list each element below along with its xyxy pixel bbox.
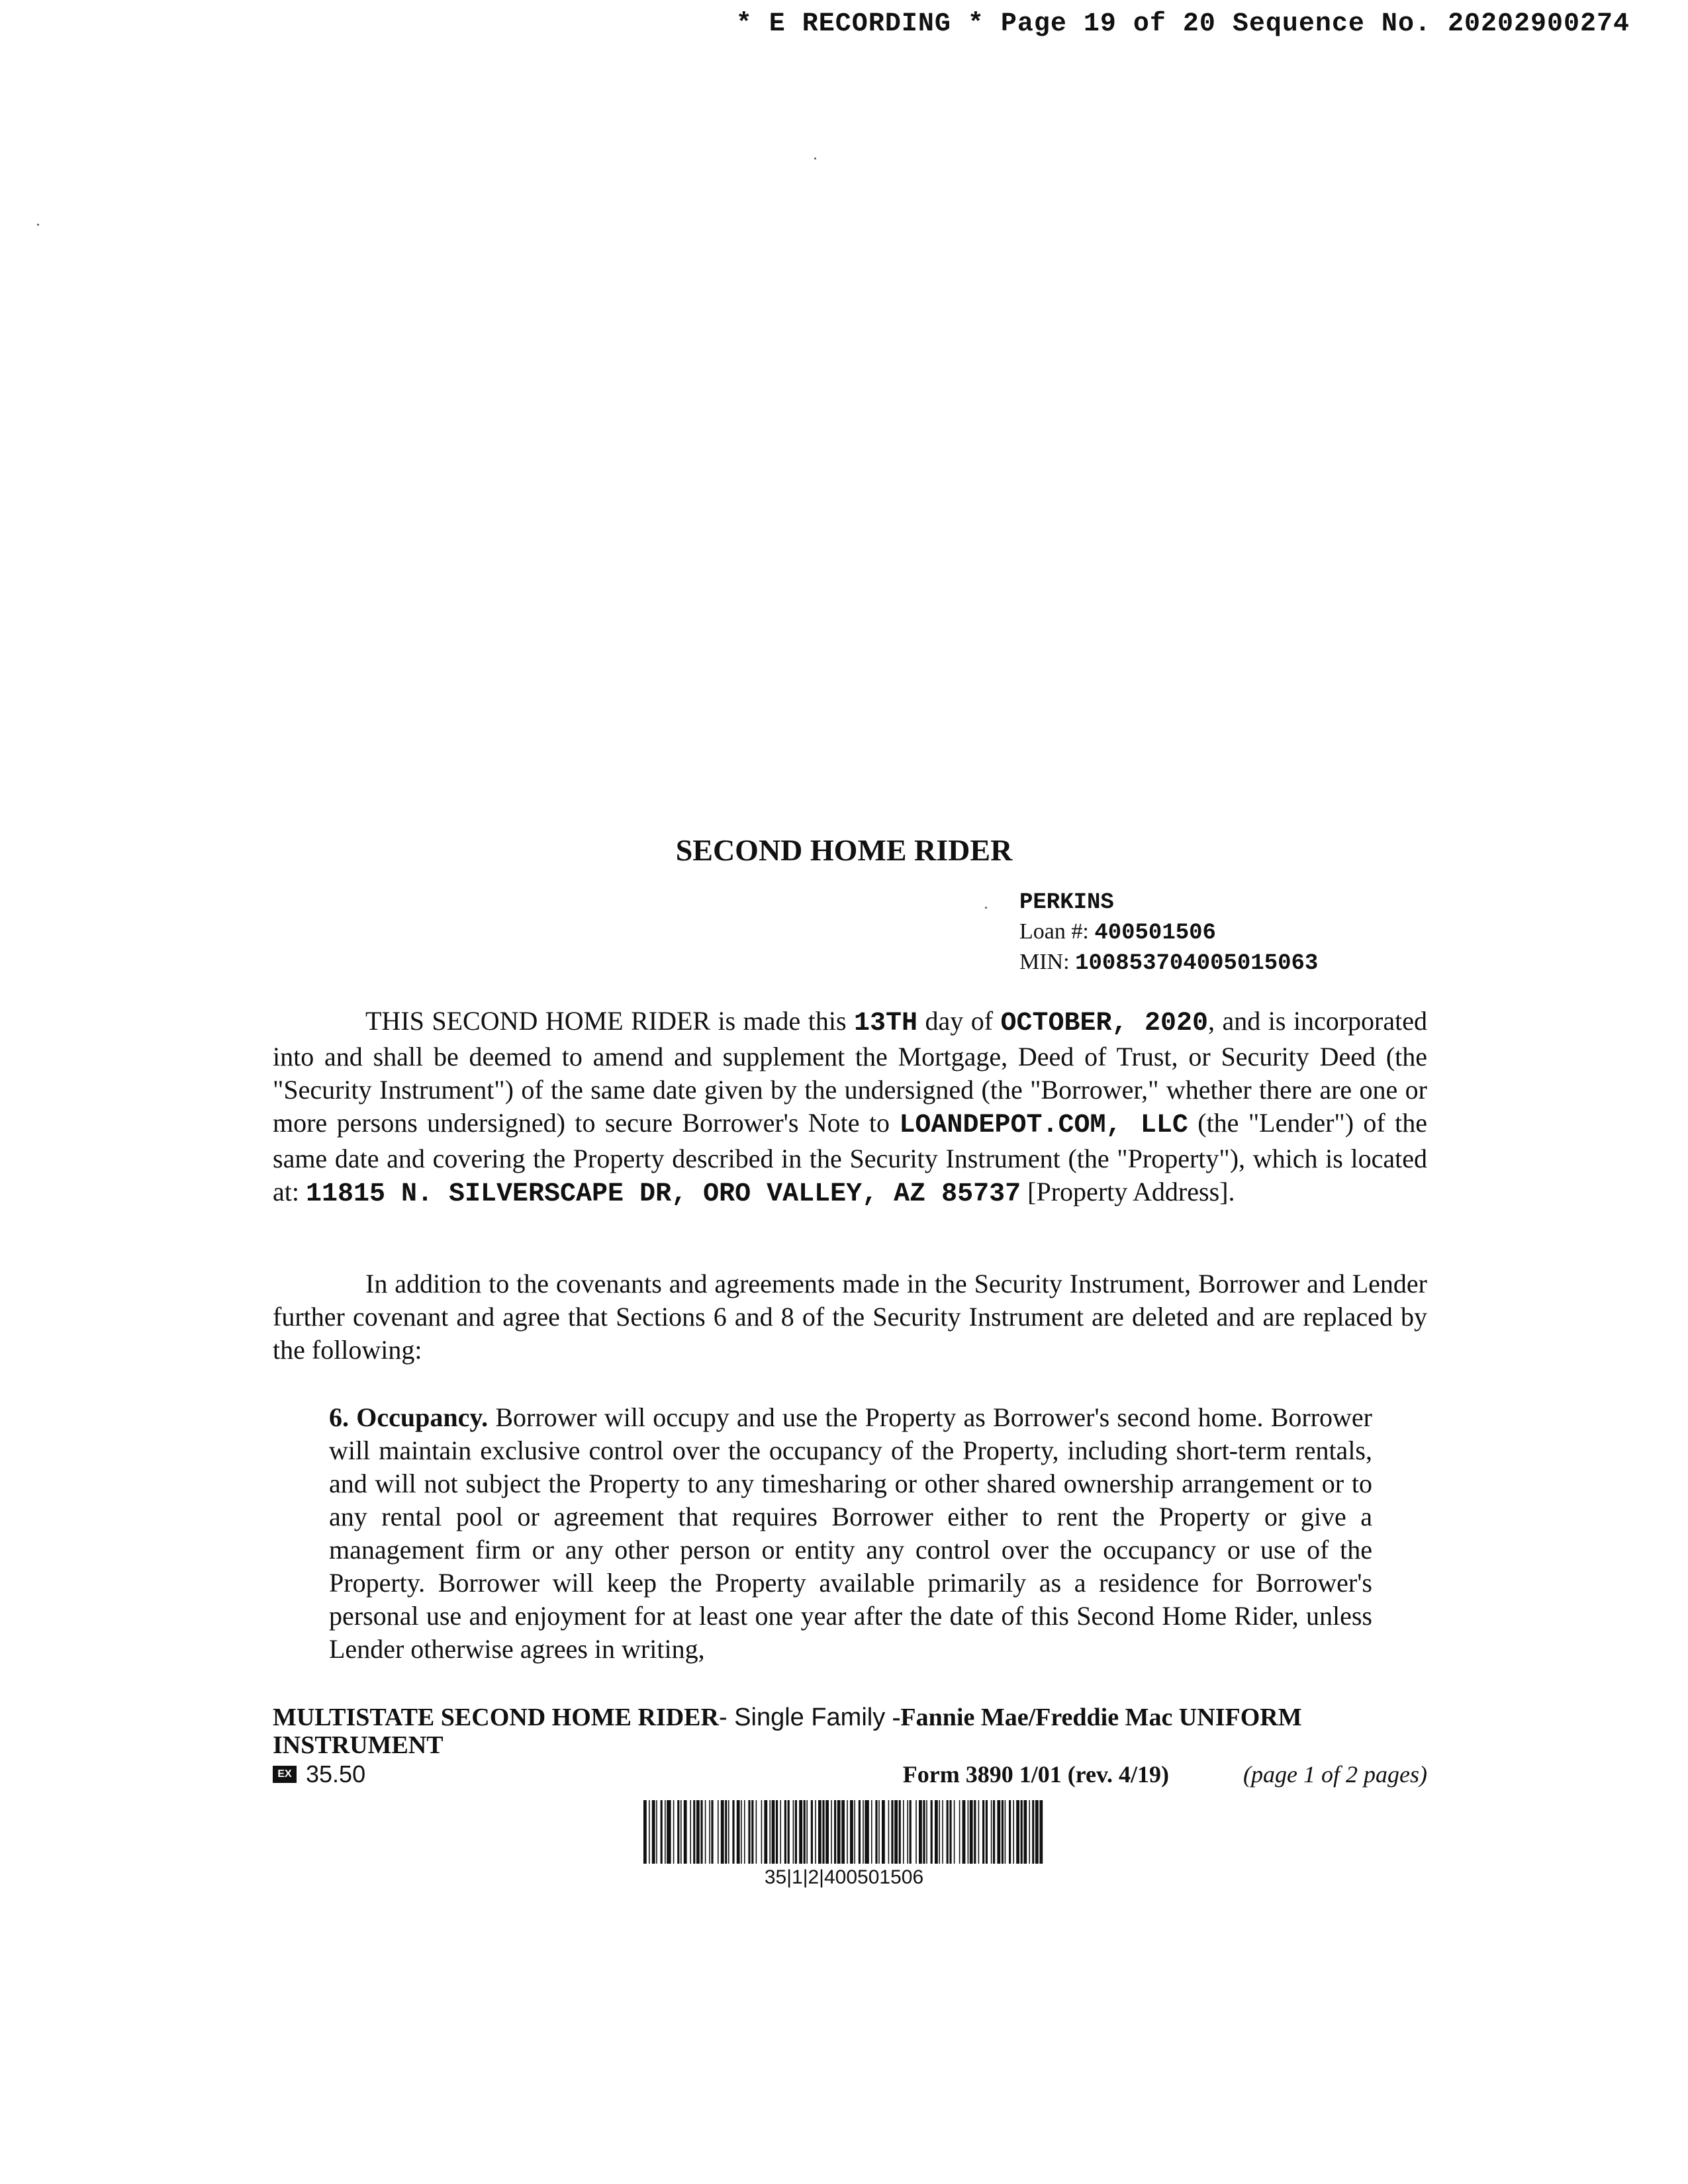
barcode-bar (756, 1800, 757, 1864)
barcode-bar (665, 1800, 666, 1864)
footer-form-code (273, 1760, 365, 1788)
rider-month-year: OCTOBER, 2020 (1000, 1009, 1209, 1038)
barcode-bar (764, 1800, 767, 1864)
barcode-bar (1023, 1800, 1027, 1864)
barcode-bar (968, 1800, 969, 1864)
barcode-bar (684, 1800, 687, 1864)
barcode-bar (1032, 1800, 1034, 1864)
lender-name: LOANDEPOT.COM, LLC (899, 1111, 1188, 1140)
barcode-bar (1009, 1800, 1011, 1864)
barcode-bar (1039, 1800, 1043, 1864)
barcode-bar (690, 1800, 691, 1864)
barcode-bar (991, 1800, 992, 1864)
section-6-title: 6. Occupancy. (329, 1402, 489, 1432)
barcode-bar (776, 1800, 778, 1864)
barcode-number: 35|1|2|400501506 (764, 1866, 924, 1888)
barcode-bar (788, 1800, 790, 1864)
borrower-name: PERKINS (1019, 890, 1114, 915)
barcode-bar (841, 1800, 845, 1864)
barcode-bar (859, 1800, 861, 1864)
barcode-bar (865, 1800, 868, 1864)
barcode-bar (959, 1800, 961, 1864)
barcode-image (643, 1800, 1045, 1864)
scan-speck (37, 224, 39, 226)
barcode-bar (793, 1800, 794, 1864)
barcode-bar (649, 1800, 650, 1864)
barcode-bar (947, 1800, 949, 1864)
barcode-bar (815, 1800, 816, 1864)
barcode-bar (978, 1800, 980, 1864)
barcode-bar (907, 1800, 908, 1864)
document-title: SECOND HOME RIDER (675, 833, 1013, 867)
loan-number: 400501506 (1094, 921, 1216, 946)
barcode-bar (728, 1800, 729, 1864)
barcode-bar (667, 1800, 671, 1864)
section-6-occupancy (329, 1401, 1372, 1666)
barcode-bar (847, 1800, 848, 1864)
barcode-bar (709, 1800, 710, 1864)
barcode-bar (850, 1800, 853, 1864)
form-code: 35.50 (306, 1760, 366, 1788)
barcode-bar (854, 1800, 855, 1864)
barcode-bar (974, 1800, 976, 1864)
barcode-bar (737, 1800, 740, 1864)
barcode-bar (804, 1800, 806, 1864)
barcode-bar (939, 1800, 940, 1864)
barcode-bar (926, 1800, 927, 1864)
barcode-bar (949, 1800, 951, 1864)
form-code-icon: EX (273, 1766, 297, 1783)
barcode-bar (1013, 1800, 1014, 1864)
loan-number-label: Loan #: (1019, 919, 1089, 944)
scan-speck (814, 158, 816, 159)
barcode-bar (1035, 1800, 1039, 1864)
barcode-bar (643, 1800, 647, 1864)
barcode-bar (799, 1800, 802, 1864)
intro-paragraph: THIS SECOND HOME RIDER is made this 13TH day of OCTOBER, 2020, and is incorporated into and shall be deemed to amend and supplement the Mortgage, Deed of Trust, or Security Deed (the "Security Instrument") of the same date given by the undersigned (the "Borrower," whether there are one or more persons undersigned) to secure Borrower's Note to LOANDEPOT.COM, LLC (the "Lender") of the same date and covering the Property described in the Security Instrument (the "Property"), which is located at: 11815 N. SILVERSCAPE DR, ORO VALLEY, AZ 85737 [Property Address]. (273, 1006, 1427, 1209)
barcode-bar (744, 1800, 745, 1864)
barcode-bar (700, 1800, 702, 1864)
barcode-bar (986, 1800, 988, 1864)
barcode-bar (741, 1800, 742, 1864)
barcode-bar (894, 1800, 898, 1864)
barcode-bar (673, 1800, 675, 1864)
barcode-bar (677, 1800, 679, 1864)
barcode-bar (942, 1800, 943, 1864)
barcode-bar (1002, 1800, 1004, 1864)
barcode-bar (935, 1800, 938, 1864)
barcode-bar (1005, 1800, 1006, 1864)
barcode-bar (910, 1800, 912, 1864)
barcode-bar (772, 1800, 775, 1864)
barcode-bar (993, 1800, 995, 1864)
recording-header: * E RECORDING * Page 19 of 20 Sequence No. 20202900274 (735, 9, 1630, 39)
barcode-bar (732, 1800, 734, 1864)
property-address: 11815 N. SILVERSCAPE DR, ORO VALLEY, AZ 85737 (305, 1179, 1021, 1209)
barcode-bar (875, 1800, 877, 1864)
barcode-bar (780, 1800, 781, 1864)
section-6-body: Borrower will occupy and use the Property as Borrower's second home. Borrower will maintain exclusive control over the occupancy of the Property, including short-term rentals, and will not subject the Property to any timesharing or other shared ownership arrangement or to any rental pool or agreement that requires Borrower either to rent the Property or give a management firm or any other person or entity any control over the occupancy or use of the Property. Borrower will keep the Property available primarily as a residence for Borrower's personal use and enjoyment for at least one year after the date of this Second Home Rider, unless Lender otherwise agrees in writing, (329, 1402, 1373, 1664)
barcode-bar (806, 1800, 808, 1864)
barcode-bar (725, 1800, 727, 1864)
barcode-bar (1029, 1800, 1030, 1864)
barcode-bar (903, 1800, 904, 1864)
barcode-bar (680, 1800, 682, 1864)
barcode-bar (795, 1800, 797, 1864)
barcode-bar (652, 1800, 655, 1864)
barcode-bar (696, 1800, 700, 1864)
barcode-bar (656, 1800, 657, 1864)
barcode-bar (919, 1800, 922, 1864)
barcode-bar (784, 1800, 786, 1864)
loan-info-block (1019, 887, 1318, 978)
barcode-bar (751, 1800, 753, 1864)
barcode-bar (822, 1800, 824, 1864)
barcode-bar (761, 1800, 763, 1864)
barcode-bar (705, 1800, 706, 1864)
barcode-bar (863, 1800, 864, 1864)
barcode-bar (962, 1800, 966, 1864)
form-number: Form 3890 1/01 (rev. 4/19) (902, 1761, 1169, 1788)
barcode-bar (871, 1800, 872, 1864)
barcode-bar (661, 1800, 663, 1864)
barcode-bar (878, 1800, 880, 1864)
barcode-bar (899, 1800, 901, 1864)
barcode-bar (891, 1800, 893, 1864)
barcode-bar (825, 1800, 829, 1864)
barcode-bar (693, 1800, 695, 1864)
barcode-bar (811, 1800, 813, 1864)
barcode-bar (915, 1800, 917, 1864)
barcode-bar (748, 1800, 750, 1864)
barcode-bar (888, 1800, 890, 1864)
barcode-bar (923, 1800, 925, 1864)
covenant-paragraph: In addition to the covenants and agreements made in the Security Instrument, Borrower and Lender further covenant and agree that Sections 6 and 8 of the Security Instrument are deleted and are replaced by the following: (273, 1269, 1427, 1365)
min-number: 100853704005015063 (1075, 951, 1319, 976)
barcode-bar (711, 1800, 713, 1864)
barcode-bar (818, 1800, 821, 1864)
scan-speck (985, 907, 987, 909)
min-label: MIN: (1019, 950, 1070, 974)
barcode-bar (837, 1800, 841, 1864)
barcode-bar (931, 1800, 933, 1864)
barcode-bar (982, 1800, 984, 1864)
footer-form-title: MULTISTATE SECOND HOME RIDER- Single Family -Fannie Mae/Freddie Mac UNIFORM INSTRUMENT (273, 1704, 1302, 1759)
barcode-bar (882, 1800, 885, 1864)
barcode-bar (831, 1800, 832, 1864)
barcode-bar (1016, 1800, 1019, 1864)
page-count: (page 1 of 2 pages) (1243, 1761, 1427, 1788)
footer-row (273, 1760, 1427, 1791)
barcode-bar (954, 1800, 955, 1864)
barcode-bar (834, 1800, 836, 1864)
barcode-bar (769, 1800, 771, 1864)
barcode-bar (997, 1800, 1000, 1864)
barcode-bar (718, 1800, 719, 1864)
rider-day: 13TH (854, 1009, 918, 1038)
barcode-bar (721, 1800, 724, 1864)
barcode-bar (1021, 1800, 1023, 1864)
barcode-bar (970, 1800, 973, 1864)
